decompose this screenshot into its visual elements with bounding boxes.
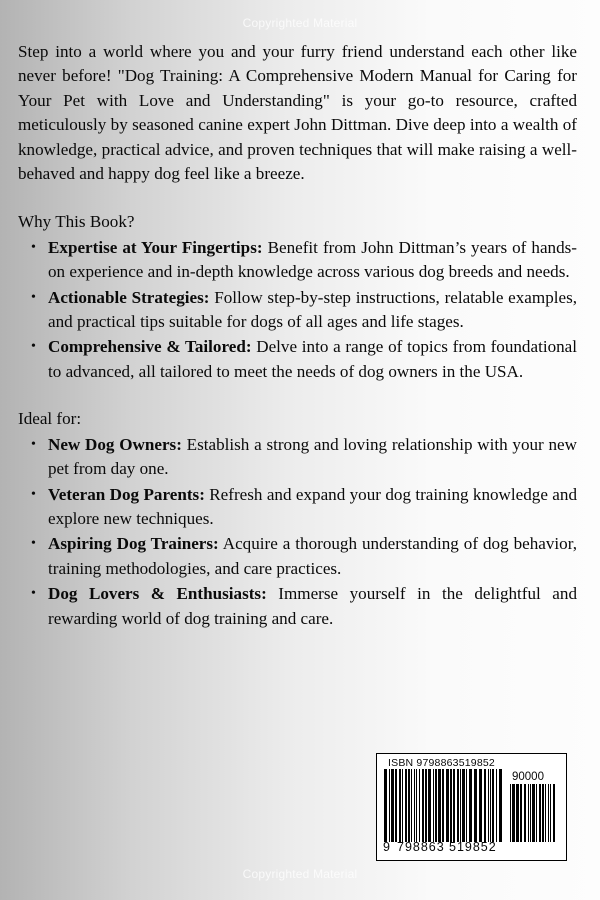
barcode-stripe bbox=[520, 784, 522, 842]
back-cover-text bbox=[18, 40, 577, 631]
barcode-stripe bbox=[466, 769, 467, 842]
barcode-stripe bbox=[416, 769, 417, 842]
barcode-stripe bbox=[548, 784, 549, 842]
barcode-stripe bbox=[512, 784, 515, 842]
barcode-stripe bbox=[428, 769, 431, 842]
watermark-bottom: Copyrighted Material bbox=[242, 867, 358, 881]
ideal-item bbox=[18, 433, 577, 482]
barcode-stripe bbox=[438, 769, 441, 842]
barcode-stripe bbox=[462, 769, 465, 842]
barcode-stripe bbox=[419, 769, 420, 842]
barcode-stripe bbox=[402, 769, 403, 842]
ideal-item-text: Establish a strong and loving relationship with your new pet from day one. bbox=[48, 434, 577, 479]
barcode-stripe bbox=[391, 769, 394, 842]
watermark-top: Copyrighted Material bbox=[242, 16, 358, 30]
barcode-stripe bbox=[395, 769, 397, 842]
barcode-stripe bbox=[433, 769, 434, 842]
barcode-stripe bbox=[553, 784, 555, 842]
barcode-stripe bbox=[479, 769, 482, 842]
why-list bbox=[18, 236, 577, 384]
barcode-stripe bbox=[435, 769, 437, 842]
barcode-stripe bbox=[457, 769, 459, 842]
barcode-stripe bbox=[453, 769, 455, 842]
barcode-stripe bbox=[474, 769, 477, 842]
barcode-stripe bbox=[524, 784, 526, 842]
ideal-item-title: Dog Lovers & Enthusiasts: bbox=[48, 584, 267, 604]
isbn-label: ISBN 9798863519852 bbox=[388, 757, 495, 769]
barcode-stripe bbox=[536, 784, 537, 842]
ideal-item-title: Veteran Dog Parents: bbox=[48, 484, 205, 504]
ideal-item-title: New Dog Owners: bbox=[48, 434, 182, 454]
barcode-stripe bbox=[496, 769, 497, 842]
ideal-item bbox=[18, 532, 577, 581]
barcode-stripe bbox=[414, 769, 415, 842]
ideal-list bbox=[18, 433, 577, 631]
ideal-item-text: Acquire a thorough understanding of dog behavior, training methodologies, and care practices. bbox=[48, 534, 577, 578]
barcode-stripe bbox=[384, 769, 387, 842]
barcode-stripe bbox=[530, 784, 531, 842]
barcode-stripe bbox=[542, 784, 544, 842]
barcode-stripe bbox=[411, 769, 412, 842]
why-item bbox=[18, 286, 577, 335]
barcode-stripe bbox=[492, 769, 494, 842]
barcode-digits-left: 798863 bbox=[397, 840, 445, 854]
barcode-stripe bbox=[488, 769, 489, 842]
barcode-stripe bbox=[425, 769, 427, 842]
why-item-title: Expertise at Your Fingertips: bbox=[48, 237, 263, 257]
barcode-stripe bbox=[450, 769, 452, 842]
barcode-stripe bbox=[422, 769, 424, 842]
barcode-stripe bbox=[408, 769, 410, 842]
barcode-digits-right: 519852 bbox=[449, 840, 497, 854]
ideal-item bbox=[18, 483, 577, 532]
barcode-stripe bbox=[484, 769, 486, 842]
barcode-stripe bbox=[539, 784, 541, 842]
barcode-stripe bbox=[446, 769, 449, 842]
barcode-stripe bbox=[545, 784, 546, 842]
why-item bbox=[18, 236, 577, 285]
barcode-stripe bbox=[550, 784, 551, 842]
barcode-stripe bbox=[510, 784, 511, 842]
ideal-heading: Ideal for: bbox=[18, 409, 82, 429]
barcode-stripe bbox=[532, 784, 535, 842]
why-item bbox=[18, 335, 577, 384]
barcode-stripe bbox=[405, 769, 407, 842]
intro-paragraph: Step into a world where you and your furry friend understand each other like never before! "Dog Training: A Comprehensive Modern Manual for Caring for Your Pet with Love and Understanding" is your go-to resource, crafted meticulously by seasoned canine expert John Dittman. Dive deep into a wealth of knowledge, practical advice, and proven techniques that will make raising a well-behaved and happy dog feel like a breeze. bbox=[18, 42, 577, 184]
barcode-bars bbox=[384, 769, 505, 842]
barcode-stripe bbox=[460, 769, 461, 842]
barcode-stripe bbox=[442, 769, 444, 842]
why-item-text: Delve into a range of topics from foundational to advanced, all tailored to meet the needs of dog owners in the USA. bbox=[48, 337, 577, 381]
price-barcode-bars bbox=[510, 784, 558, 842]
barcode-stripe bbox=[490, 769, 491, 842]
ideal-item-text: Immerse yourself in the delightful and rewarding world of dog training and care. bbox=[48, 584, 577, 628]
ideal-item-text: Refresh and expand your dog training knowledge and explore new techniques. bbox=[48, 484, 577, 528]
barcode-stripe bbox=[528, 784, 529, 842]
ideal-item bbox=[18, 582, 577, 631]
barcode-stripe bbox=[499, 769, 502, 842]
barcode-stripe bbox=[516, 784, 519, 842]
why-item-title: Actionable Strategies: bbox=[48, 287, 210, 307]
isbn-barcode bbox=[376, 753, 567, 861]
barcode-stripe bbox=[399, 769, 401, 842]
why-item-text: Benefit from John Dittman’s years of hands-on experience and in-depth knowledge across various dog breeds and needs. bbox=[48, 237, 577, 282]
barcode-stripe bbox=[389, 769, 390, 842]
barcode-digit-first: 9 bbox=[383, 840, 390, 854]
why-item-text: Follow step-by-step instructions, relatable examples, and practical tips suitable for dogs of all ages and life stages. bbox=[48, 287, 577, 332]
ideal-item-title: Aspiring Dog Trainers: bbox=[48, 534, 219, 554]
barcode-stripe bbox=[469, 769, 472, 842]
why-heading: Why This Book? bbox=[18, 212, 135, 232]
why-item-title: Comprehensive & Tailored: bbox=[48, 337, 252, 357]
price-code: 90000 bbox=[512, 771, 544, 783]
